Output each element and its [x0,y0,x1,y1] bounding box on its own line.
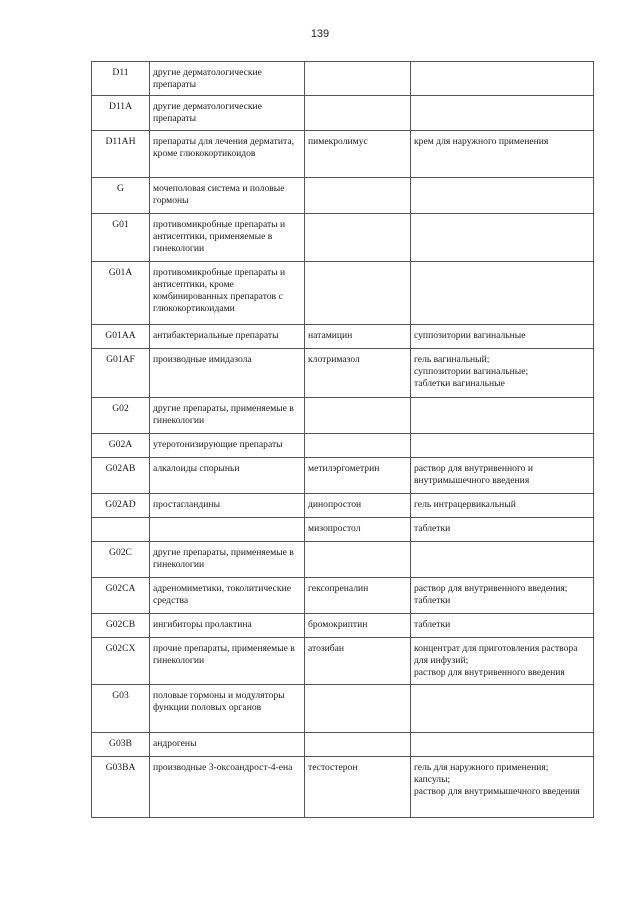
description-cell: препараты для лечения дерматита, кроме глюкокортикоидов [150,131,305,178]
atc-code-cell: G02CA [92,578,150,614]
atc-code-cell: G02 [92,398,150,434]
atc-code-cell: G03BA [92,757,150,818]
table-row [92,325,594,349]
dosage-form-cell [411,214,594,262]
table-row [92,62,594,96]
dosage-form-cell: таблетки [411,614,594,638]
atc-code-cell: D11 [92,62,150,96]
atc-code-cell: D11A [92,96,150,131]
substance-cell [305,434,411,458]
dosage-form-cell: гель интрацервикальный [411,494,594,518]
atc-code-cell: G02C [92,542,150,578]
atc-code-cell: G [92,178,150,214]
substance-cell [305,262,411,325]
substance-cell [305,733,411,757]
description-cell: андрогены [150,733,305,757]
substance-cell [305,685,411,733]
atc-code-cell: D11AH [92,131,150,178]
substance-cell: динопростон [305,494,411,518]
atc-code-cell: G01AF [92,349,150,398]
description-cell: другие препараты, применяемые в гинекологии [150,398,305,434]
table-row [92,733,594,757]
description-cell: адреномиметики, токолитические средства [150,578,305,614]
dosage-form-cell [411,685,594,733]
description-cell: производные 3-оксоандрост-4-ена [150,757,305,818]
dosage-form-cell [411,542,594,578]
atc-code-cell: G01AA [92,325,150,349]
dosage-form-cell [411,733,594,757]
dosage-form-cell [411,434,594,458]
table-row [92,685,594,733]
description-cell: противомикробные препараты и антисептики, применяемые в гинекологии [150,214,305,262]
substance-cell: натамицин [305,325,411,349]
description-cell: прочие препараты, применяемые в гинекологии [150,638,305,685]
atc-code-cell: G03 [92,685,150,733]
atc-code-cell [92,518,150,542]
description-cell: другие препараты, применяемые в гинекологии [150,542,305,578]
atc-code-cell: G02CX [92,638,150,685]
substance-cell: тестостерон [305,757,411,818]
table-row [92,638,594,685]
table-row [92,214,594,262]
table-row [92,578,594,614]
dosage-form-cell: раствор для внутривенного и внутримышечного введения [411,458,594,494]
substance-cell [305,96,411,131]
dosage-form-cell [411,178,594,214]
table-row [92,458,594,494]
description-cell: производные имидазола [150,349,305,398]
description-cell: противомикробные препараты и антисептики, кроме комбинированных препаратов с глюкокортикоидами [150,262,305,325]
substance-cell [305,178,411,214]
dosage-form-cell: раствор для внутривенного введения; таблетки [411,578,594,614]
description-cell: простагландины [150,494,305,518]
dosage-form-cell: гель вагинальный; суппозитории вагинальные; таблетки вагинальные [411,349,594,398]
table-row [92,178,594,214]
dosage-form-cell: гель для наружного применения; капсулы; раствор для внутримышечного введения [411,757,594,818]
table-row [92,349,594,398]
substance-cell: атозибан [305,638,411,685]
table-row [92,757,594,818]
description-cell: другие дерматологические препараты [150,96,305,131]
atc-code-cell: G02A [92,434,150,458]
description-cell: алкалоиды спорыньи [150,458,305,494]
substance-cell: метилэргометрин [305,458,411,494]
dosage-form-cell: суппозитории вагинальные [411,325,594,349]
table-row [92,518,594,542]
table-row [92,262,594,325]
atc-code-cell: G03B [92,733,150,757]
substance-cell: гексопреналин [305,578,411,614]
substance-cell [305,398,411,434]
description-cell: мочеполовая система и половые гормоны [150,178,305,214]
description-cell: антибактериальные препараты [150,325,305,349]
description-cell [150,518,305,542]
description-cell: утеротонизирующие препараты [150,434,305,458]
table-row [92,96,594,131]
dosage-form-cell [411,62,594,96]
substance-cell [305,214,411,262]
table-row [92,398,594,434]
drug-table [91,61,594,818]
dosage-form-cell: концентрат для приготовления раствора для инфузий; раствор для внутривенного введения [411,638,594,685]
substance-cell: клотримазол [305,349,411,398]
description-cell: ингибиторы пролактина [150,614,305,638]
atc-code-cell: G01A [92,262,150,325]
description-cell: половые гормоны и модуляторы функции половых органов [150,685,305,733]
page-number: 139 [310,28,330,40]
table-body [92,62,594,818]
table-row [92,494,594,518]
atc-code-cell: G02AD [92,494,150,518]
dosage-form-cell: таблетки [411,518,594,542]
table-row [92,614,594,638]
table-row [92,434,594,458]
substance-cell [305,62,411,96]
table-row [92,131,594,178]
description-cell: другие дерматологические препараты [150,62,305,96]
dosage-form-cell: крем для наружного применения [411,131,594,178]
dosage-form-cell [411,262,594,325]
substance-cell [305,542,411,578]
atc-code-cell: G02AB [92,458,150,494]
atc-code-cell: G02CB [92,614,150,638]
table-row [92,542,594,578]
substance-cell: пимекролимус [305,131,411,178]
dosage-form-cell [411,398,594,434]
dosage-form-cell [411,96,594,131]
substance-cell: бромокриптин [305,614,411,638]
atc-code-cell: G01 [92,214,150,262]
substance-cell: мизопростол [305,518,411,542]
